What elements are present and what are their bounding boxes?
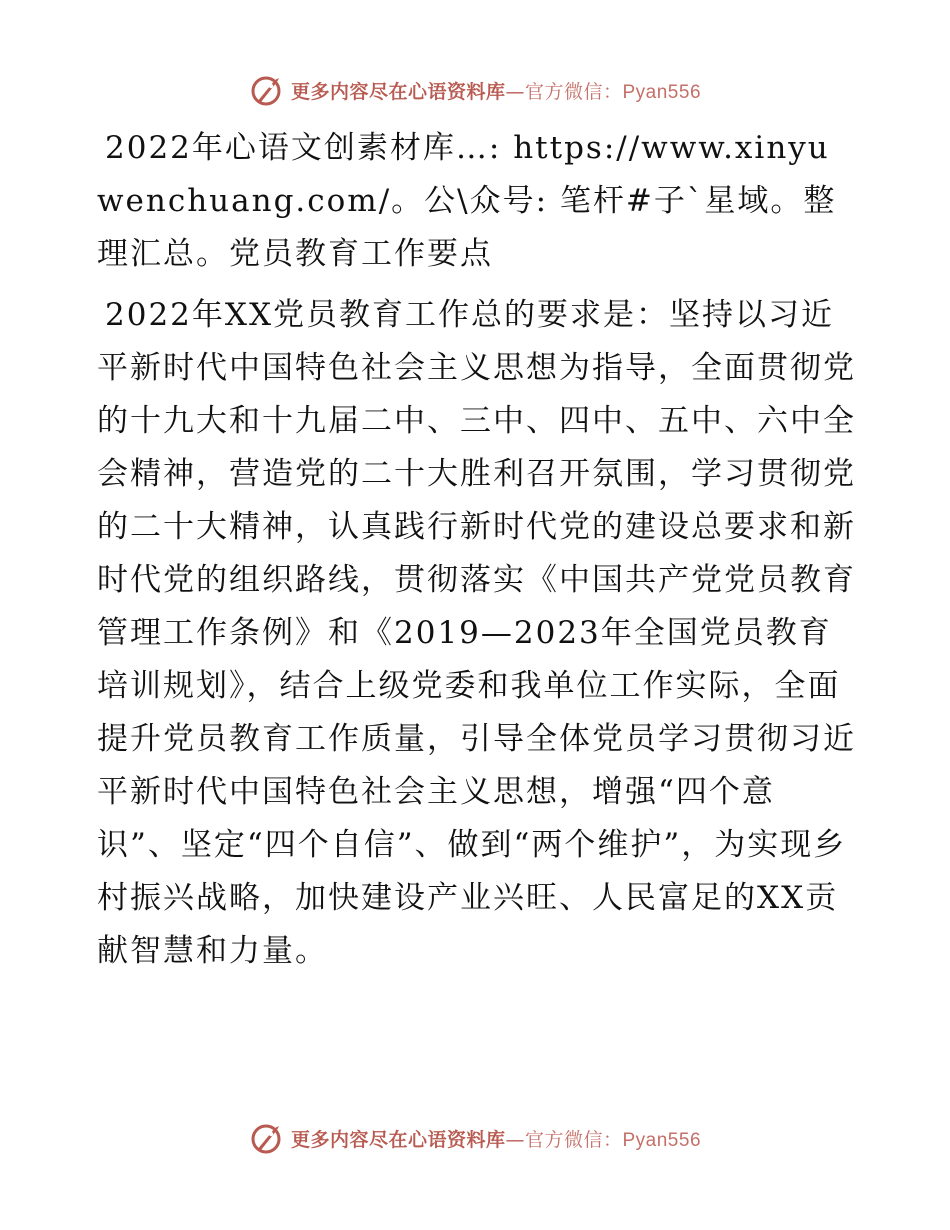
watermark-text [291,77,701,104]
quill-pen-circle-icon [249,1120,285,1156]
watermark-separator: — [505,80,525,103]
watermark-text [291,1125,701,1152]
header-watermark [0,68,950,112]
requirements-paragraph: 2022年XX党员教育工作总的要求是：坚持以习近平新时代中国特色社会主义思想为指导，全面贯彻党的十九大和十九届二中、三中、四中、五中、六中全会精神，营造党的二十大胜利召开氛围，学习贯彻党的二十大精神，认真践行新时代党的建设总要求和新时代党的组织路线，贯彻落实《中国共产党党员教育管理工作条例》和《2019—2023年全国党员教育培训规划》，结合上级党委和我单位工作实际，全面提升党员教育工作质量，引导全体党员学习贯彻习近平新时代中国特色社会主义思想，增强“四个意识”、坚定“四个自信”、做到“两个维护”，为实现乡村振兴战略，加快建设产业兴旺、人民富足的XX贡献智慧和力量。 [97,297,856,969]
watermark-contact-label: 官方微信： [524,80,623,103]
quill-pen-circle-icon [249,72,285,108]
footer-watermark [0,1116,950,1160]
watermark-brand: 更多内容尽在心语资料库 [290,1128,506,1151]
watermark-contact-label: 官方微信： [524,1128,623,1151]
watermark-brand: 更多内容尽在心语资料库 [290,80,506,103]
watermark-separator: — [505,1128,525,1151]
intro-paragraph: 2022年心语文创素材库…: https://www.xinyuwenchuang.com/。公\众号: 笔杆#子`星域。整理汇总。党员教育工作要点 [97,130,837,272]
document-body [97,122,857,978]
watermark-contact-id: Pyan556 [622,81,702,103]
watermark-contact-id: Pyan556 [622,1129,702,1151]
